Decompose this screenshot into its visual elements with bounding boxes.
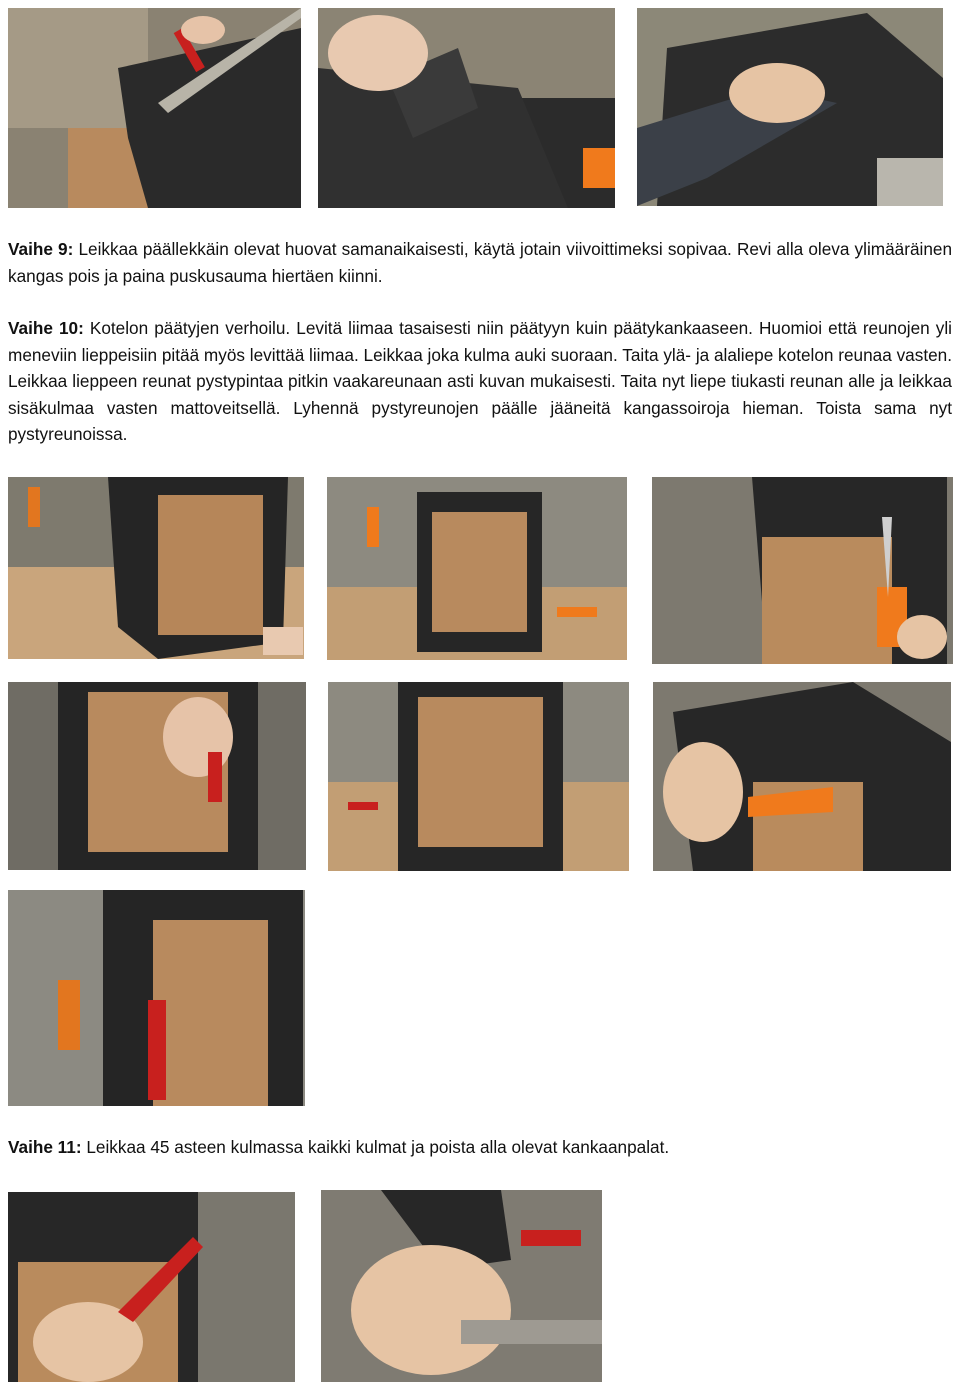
photo-step11-cutting-corner-45 (8, 1192, 295, 1382)
step10-instructions (8, 315, 952, 448)
photo-step10-folding-flap-under-edge (8, 682, 306, 870)
photo-step10-cutting-flap-edges (652, 477, 953, 664)
step10-text: Kotelon päätyjen verhoilu. Levitä liimaa tasaisesti niin päätyyn kuin päätykankaaseen. Huomioi että reunojen yli meneviin lieppeisiin pitää myös levittää liimaa. Leikkaa joka kulma auki suoraan. Taita ylä- ja alaliepe kotelon reunaa vasten. Leikkaa lieppeen reunat pystypintaa pitkin vaakareunaan asti kuvan mukaisesti. Taita nyt liepe tiukasti reunan alle ja leikkaa sisäkulmaa vasten mattoveitsellä. Lyhennä pystyreunojen päälle jääneitä kangassoiroja hieman. Toista sama nyt pystyreunoissa. (8, 318, 953, 444)
step9-label: Vaihe 9: (8, 239, 74, 259)
photo-step10-shortening-fabric-strips (653, 682, 951, 871)
step9-text: Leikkaa päällekkäin olevat huovat samanaikaisesti, käytä jotain viivoittimeksi sopivaa. Revi alla oleva ylimääräinen kangas pois ja paina puskusauma hiertäen kiinni. (8, 239, 953, 286)
photo-step10-flaps-folded (327, 477, 627, 660)
photo-step11-removing-fabric-piece (321, 1190, 602, 1382)
photo-step10-end-panel-glued (8, 477, 304, 659)
photo-step9-tearing-excess-fabric (318, 8, 615, 208)
step11-text: Leikkaa 45 asteen kulmassa kaikki kulmat ja poista alla olevat kankaanpalat. (81, 1137, 670, 1157)
photo-step10-cutting-inner-corner (8, 890, 305, 1106)
step11-label: Vaihe 11: (8, 1137, 82, 1157)
photo-step10-flaps-trimmed (328, 682, 629, 871)
step11-instructions (8, 1134, 952, 1161)
step10-label: Vaihe 10: (8, 318, 84, 338)
photo-step9-cutting-with-ruler (8, 8, 301, 208)
step9-instructions (8, 236, 952, 289)
photo-step9-pressing-butt-seam (637, 8, 943, 206)
